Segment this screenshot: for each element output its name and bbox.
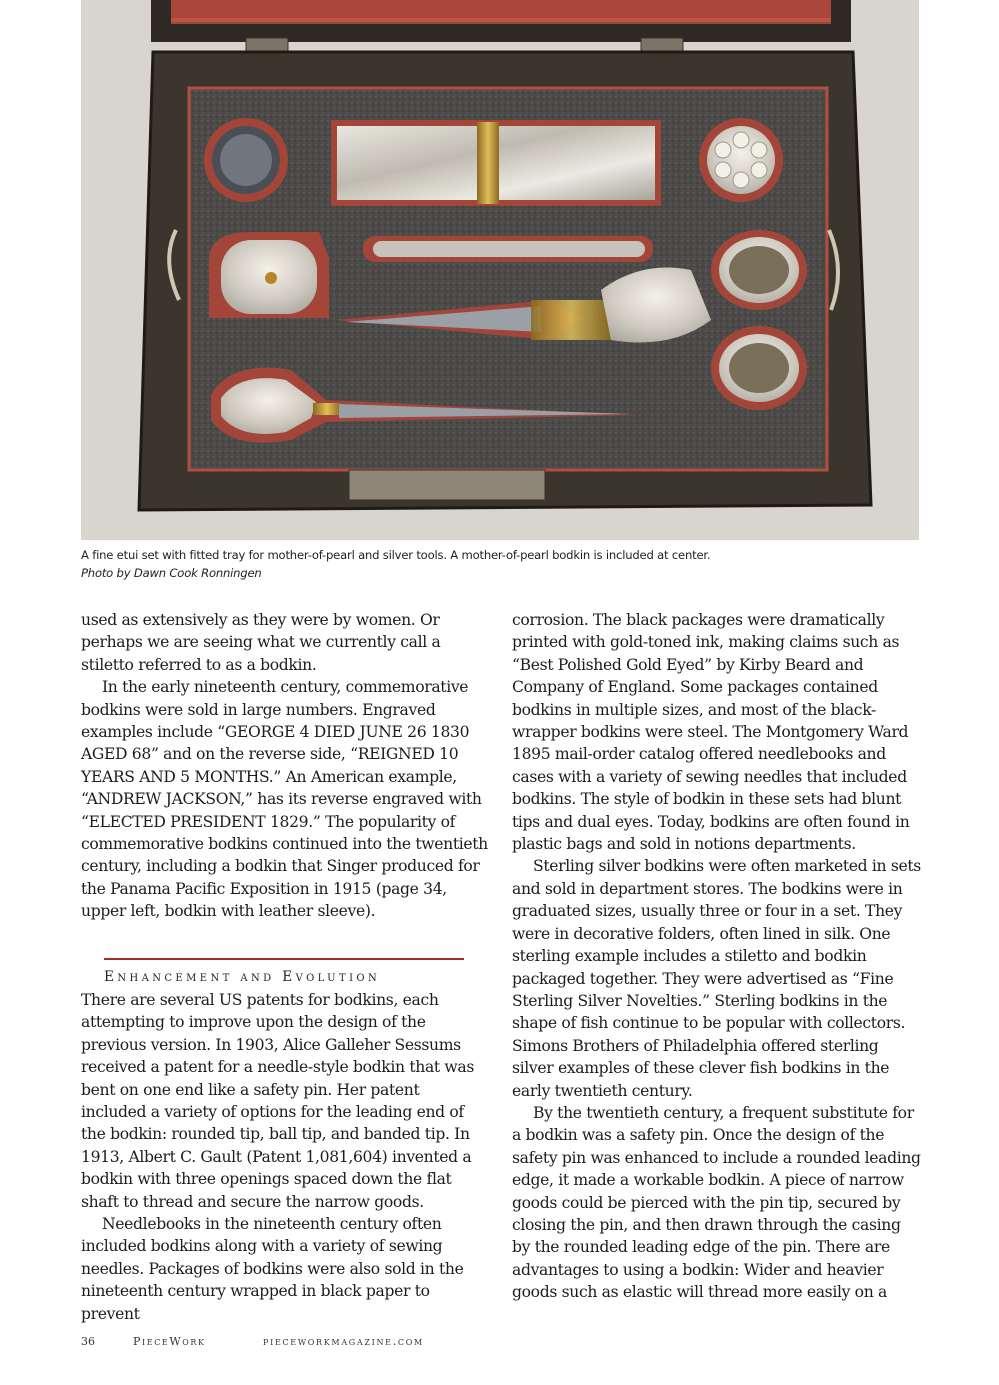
etui-illustration: [81, 0, 919, 540]
left-column-section: [81, 989, 489, 1325]
paragraph: There are several US patents for bodkins, each attempting to improve upon the design of the previous version. In 1903, Alice Galleher Sessums received a patent for a needle-style bodkin that was bent on one end like a safety pin. Her patent included a variety of options for the leading end of the bodkin: rounded tip, ball tip, and banded tip. In 1913, Albert C. Gault (Patent 1,081,604) invented a bodkin with three openings spaced down the flat shaft to thread and secure the narrow goods.: [81, 991, 475, 1211]
etui-photo: [81, 0, 919, 540]
paragraph: Needlebooks in the nineteenth century often included bodkins along with a variety of sewing needles. Packages of bodkins were also sold in the nineteenth century wrapped in black paper to prevent: [81, 1215, 464, 1323]
paragraph: used as extensively as they were by women. Or perhaps we are seeing what we currently call a stiletto referred to as a bodkin.: [81, 611, 441, 674]
section-heading: Enhancement and Evolution: [104, 969, 381, 985]
right-column: [512, 609, 922, 1304]
paragraph: Sterling silver bodkins were often marketed in sets and sold in department stores. The bodkins were in graduated sizes, usually three or four in a set. They were in decorative folders, often lined in silk. One sterling example includes a stiletto and bodkin packaged together. They were advertised as “Fine Sterling Silver Novelties.” Sterling bodkins in the shape of fish continue to be popular with collectors. Simons Brothers of Philadelphia offered sterling silver examples of these clever fish bodkins in the early twentieth century.: [512, 857, 921, 1100]
paragraph: In the early nineteenth century, commemorative bodkins were sold in large numbers. Engraved examples include “GEORGE 4 DIED JUNE 26 1830 AGED 68” and on the reverse side, “REIGNED 10 YEARS AND 5 MONTHS.” An American example, “ANDREW JACKSON,” has its reverse engraved with “ELECTED PRESIDENT 1829.” The popularity of commemorative bodkins continued into the twentieth century, including a bodkin that Singer produced for the Panama Pacific Exposition in 1915 (page 34, upper left, bodkin with leather sleeve).: [81, 678, 488, 921]
photo-credit: Photo by Dawn Cook Ronningen: [81, 566, 262, 580]
website-url: pieceworkmagazine.com: [263, 1335, 424, 1348]
paragraph: By the twentieth century, a frequent substitute for a bodkin was a safety pin. Once the design of the safety pin was enhanced to include a rounded leading edge, it made a workable bodkin. A piece of narrow goods could be pierced with the pin tip, secured by closing the pin, and then drawn through the casing by the rounded leading edge of the pin. There are advantages to using a bodkin: Wider and heavier goods such as elastic will thread more easily on a: [512, 1103, 921, 1302]
magazine-name: PieceWork: [133, 1335, 206, 1348]
caption-text: A fine etui set with fitted tray for mother-of-pearl and silver tools. A mother-of-pearl bodkin is included at center.: [81, 548, 711, 562]
page-number: 36: [81, 1335, 95, 1348]
section-divider: [104, 958, 464, 960]
paragraph: corrosion. The black packages were dramatically printed with gold-toned ink, making claims such as “Best Polished Gold Eyed” by Kirby Beard and Company of England. Some packages contained bodkins in multiple sizes, and most of the black-wrapper bodkins were steel. The Montgomery Ward 1895 mail-order catalog offered needlebooks and cases with a variety of sewing needles that included bodkins. The style of bodkin in these sets had blunt tips and dual eyes. Today, bodkins are often found in plastic bags and sold in notions departments.: [512, 611, 910, 854]
photo-caption: [81, 546, 919, 582]
left-column: [81, 609, 489, 923]
